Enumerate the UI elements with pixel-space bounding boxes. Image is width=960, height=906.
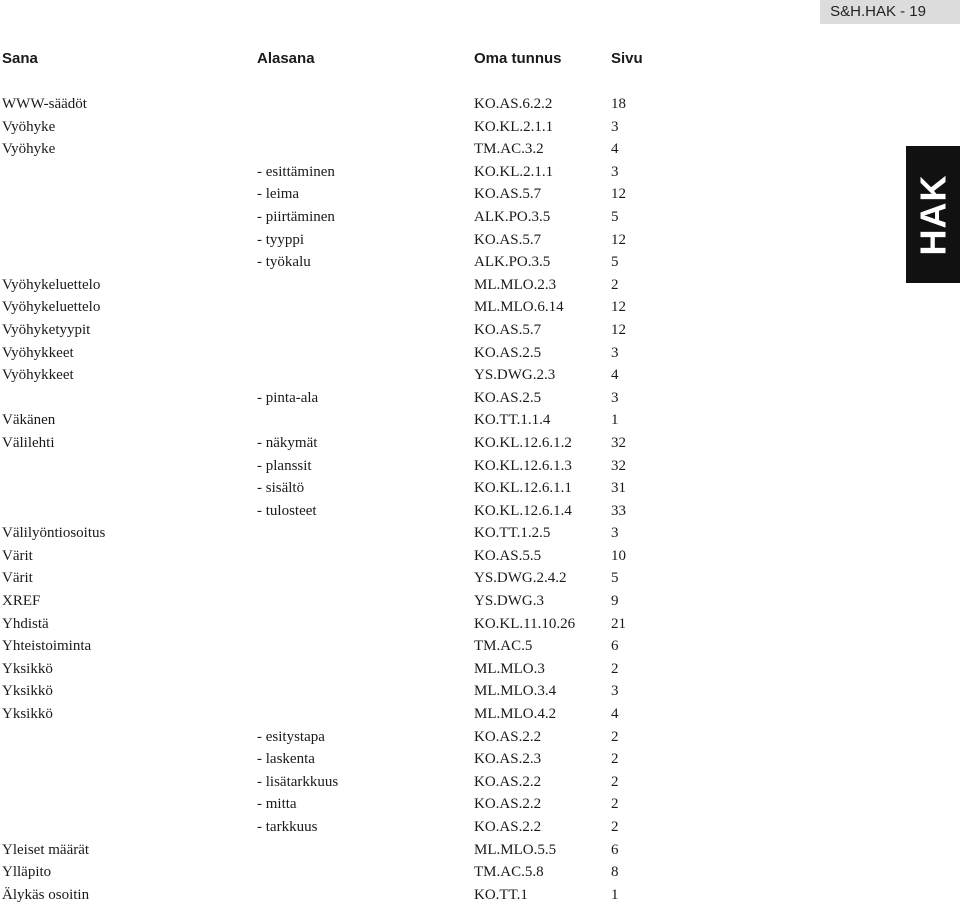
- table-row: [0, 680, 700, 703]
- entry-word: Yksikkö: [2, 660, 53, 677]
- entry-subword: - tyyppi: [257, 231, 305, 248]
- entry-page: 5: [611, 570, 619, 587]
- table-row: [0, 861, 700, 884]
- entry-code: ML.MLO.3: [474, 660, 545, 677]
- entry-code: KO.AS.2.2: [474, 728, 542, 745]
- entry-subword: - planssit: [257, 457, 312, 474]
- entry-code: KO.TT.1.2.5: [474, 525, 551, 542]
- entry-page: 5: [611, 208, 619, 225]
- table-row: [0, 703, 700, 726]
- entry-code: ML.MLO.4.2: [474, 706, 557, 723]
- entry-code: ML.MLO.3.4: [474, 683, 557, 700]
- entry-code: ML.MLO.2.3: [474, 276, 557, 293]
- entry-word: Vyöhyke: [2, 141, 56, 158]
- entry-code: YS.DWG.2.4.2: [474, 570, 567, 587]
- table-row: [0, 319, 700, 342]
- entry-page: 3: [611, 683, 619, 700]
- entry-page: 2: [611, 751, 619, 768]
- entry-code: TM.AC.5.8: [474, 864, 544, 881]
- entry-code: KO.TT.1.1.4: [474, 412, 551, 429]
- entry-word: Välilehti: [2, 434, 55, 451]
- column-headers: [0, 46, 700, 72]
- entry-code: KO.AS.5.5: [474, 547, 542, 564]
- entry-page: 2: [611, 796, 619, 813]
- entry-word: XREF: [2, 593, 41, 610]
- column-header-tunnus: Oma tunnus: [474, 50, 562, 67]
- entry-page: 32: [611, 434, 626, 451]
- table-row: [0, 455, 700, 478]
- entry-word: Yhdistä: [2, 615, 49, 632]
- entry-code: KO.KL.12.6.1.1: [474, 480, 572, 497]
- table-row: [0, 93, 700, 116]
- entry-page: 3: [611, 118, 619, 135]
- entry-page: 4: [611, 367, 619, 384]
- entry-page: 33: [611, 502, 626, 519]
- entry-code: KO.AS.5.7: [474, 231, 542, 248]
- entry-code: ML.MLO.6.14: [474, 299, 564, 316]
- table-row: [0, 793, 700, 816]
- entry-code: KO.AS.5.7: [474, 321, 542, 338]
- entry-word: Vyöhyketyypit: [2, 321, 91, 338]
- section-tab-label: HAK: [912, 174, 953, 255]
- entry-page: 3: [611, 344, 619, 361]
- column-header-sivu: Sivu: [611, 50, 643, 67]
- entry-page: 6: [611, 841, 619, 858]
- entry-code: KO.AS.2.5: [474, 344, 542, 361]
- page-number-label: S&H.HAK - 19: [820, 0, 960, 24]
- index-rows: [0, 93, 700, 906]
- entry-code: KO.AS.2.3: [474, 751, 542, 768]
- table-row: [0, 206, 700, 229]
- entry-page: 5: [611, 254, 619, 271]
- entry-code: TM.AC.3.2: [474, 141, 544, 158]
- entry-word: Vyöhykkeet: [2, 344, 74, 361]
- table-row: [0, 839, 700, 862]
- entry-word: Ylläpito: [2, 864, 52, 881]
- entry-word: Yksikkö: [2, 706, 53, 723]
- entry-subword: - näkymät: [257, 434, 318, 451]
- entry-word: Välilyöntiosoitus: [2, 525, 106, 542]
- table-row: [0, 748, 700, 771]
- table-row: [0, 161, 700, 184]
- entry-word: Väkänen: [2, 412, 56, 429]
- index-table: [0, 46, 700, 903]
- entry-page: 8: [611, 864, 619, 881]
- entry-code: YS.DWG.3: [474, 593, 544, 610]
- table-row: [0, 138, 700, 161]
- table-row: [0, 590, 700, 613]
- entry-word: Värit: [2, 570, 33, 587]
- entry-page: 12: [611, 321, 626, 338]
- entry-subword: - pinta-ala: [257, 389, 319, 406]
- entry-subword: - sisältö: [257, 480, 305, 497]
- entry-page: 18: [611, 96, 626, 112]
- entry-subword: - piirtäminen: [257, 208, 335, 225]
- entry-subword: - tulosteet: [257, 502, 317, 519]
- table-row: [0, 816, 700, 839]
- entry-subword: - tarkkuus: [257, 819, 318, 835]
- table-row: [0, 409, 700, 432]
- entry-code: KO.AS.2.2: [474, 773, 542, 790]
- entry-subword: - esittäminen: [257, 163, 335, 180]
- table-row: [0, 229, 700, 252]
- entry-word: Yhteistoiminta: [2, 638, 92, 655]
- entry-page: 1: [611, 886, 619, 903]
- entry-word: WWW-säädöt: [2, 96, 87, 112]
- table-row: [0, 342, 700, 365]
- entry-page: 21: [611, 615, 626, 632]
- table-row: [0, 432, 700, 455]
- table-row: [0, 387, 700, 410]
- entry-page: 3: [611, 525, 619, 542]
- table-row: [0, 658, 700, 681]
- table-row: [0, 477, 700, 500]
- entry-page: 3: [611, 389, 619, 406]
- entry-code: KO.AS.2.2: [474, 819, 542, 835]
- table-row: [0, 635, 700, 658]
- entry-page: 32: [611, 457, 626, 474]
- entry-subword: - leima: [257, 186, 300, 203]
- entry-page: 2: [611, 773, 619, 790]
- entry-page: 12: [611, 299, 626, 316]
- entry-code: KO.AS.5.7: [474, 186, 542, 203]
- table-row: [0, 726, 700, 749]
- entry-code: KO.AS.6.2.2: [474, 96, 553, 112]
- table-row: [0, 771, 700, 794]
- entry-word: Älykäs osoitin: [2, 886, 90, 903]
- entry-code: KO.KL.2.1.1: [474, 118, 554, 135]
- entry-page: 2: [611, 819, 619, 835]
- table-row: [0, 884, 700, 906]
- table-row: [0, 613, 700, 636]
- entry-page: 12: [611, 231, 626, 248]
- entry-code: KO.KL.11.10.26: [474, 615, 576, 632]
- entry-word: Yksikkö: [2, 683, 53, 700]
- table-row: [0, 500, 700, 523]
- entry-subword: - mitta: [257, 796, 297, 813]
- entry-subword: - laskenta: [257, 751, 315, 768]
- entry-code: ALK.PO.3.5: [474, 254, 551, 271]
- entry-page: 2: [611, 660, 619, 677]
- table-row: [0, 183, 700, 206]
- table-row: [0, 522, 700, 545]
- entry-subword: - lisätarkkuus: [257, 773, 339, 790]
- column-header-alasana: Alasana: [257, 50, 315, 67]
- entry-page: 1: [611, 412, 619, 429]
- section-tab: [906, 146, 960, 283]
- entry-code: TM.AC.5: [474, 638, 533, 655]
- entry-page: 31: [611, 480, 626, 497]
- entry-code: YS.DWG.2.3: [474, 367, 556, 384]
- table-row: [0, 251, 700, 274]
- table-row: [0, 545, 700, 568]
- entry-page: 10: [611, 547, 626, 564]
- entry-word: Vyöhyke: [2, 118, 56, 135]
- entry-page: 3: [611, 163, 619, 180]
- entry-word: Vyöhykeluettelo: [2, 276, 101, 293]
- entry-code: KO.KL.12.6.1.3: [474, 457, 572, 474]
- entry-code: ML.MLO.5.5: [474, 841, 557, 858]
- entry-page: 6: [611, 638, 619, 655]
- entry-code: ALK.PO.3.5: [474, 208, 551, 225]
- entry-page: 4: [611, 706, 619, 723]
- entry-word: Vyöhykkeet: [2, 367, 74, 384]
- table-row: [0, 567, 700, 590]
- table-row: [0, 296, 700, 319]
- entry-code: KO.KL.2.1.1: [474, 163, 554, 180]
- entry-page: 2: [611, 276, 619, 293]
- entry-word: Yleiset määrät: [2, 841, 90, 858]
- entry-subword: - esitystapa: [257, 728, 325, 745]
- table-row: [0, 116, 700, 139]
- entry-word: Vyöhykeluettelo: [2, 299, 101, 316]
- entry-page: 4: [611, 141, 619, 158]
- entry-subword: - työkalu: [257, 254, 311, 271]
- column-header-sana: Sana: [2, 50, 38, 67]
- entry-code: KO.AS.2.2: [474, 796, 542, 813]
- table-row: [0, 274, 700, 297]
- table-row: [0, 364, 700, 387]
- entry-word: Värit: [2, 547, 33, 564]
- entry-code: KO.KL.12.6.1.2: [474, 434, 572, 451]
- entry-page: 9: [611, 593, 619, 610]
- entry-page: 12: [611, 186, 626, 203]
- entry-code: KO.AS.2.5: [474, 389, 542, 406]
- entry-page: 2: [611, 728, 619, 745]
- entry-code: KO.KL.12.6.1.4: [474, 502, 572, 519]
- entry-code: KO.TT.1: [474, 886, 528, 903]
